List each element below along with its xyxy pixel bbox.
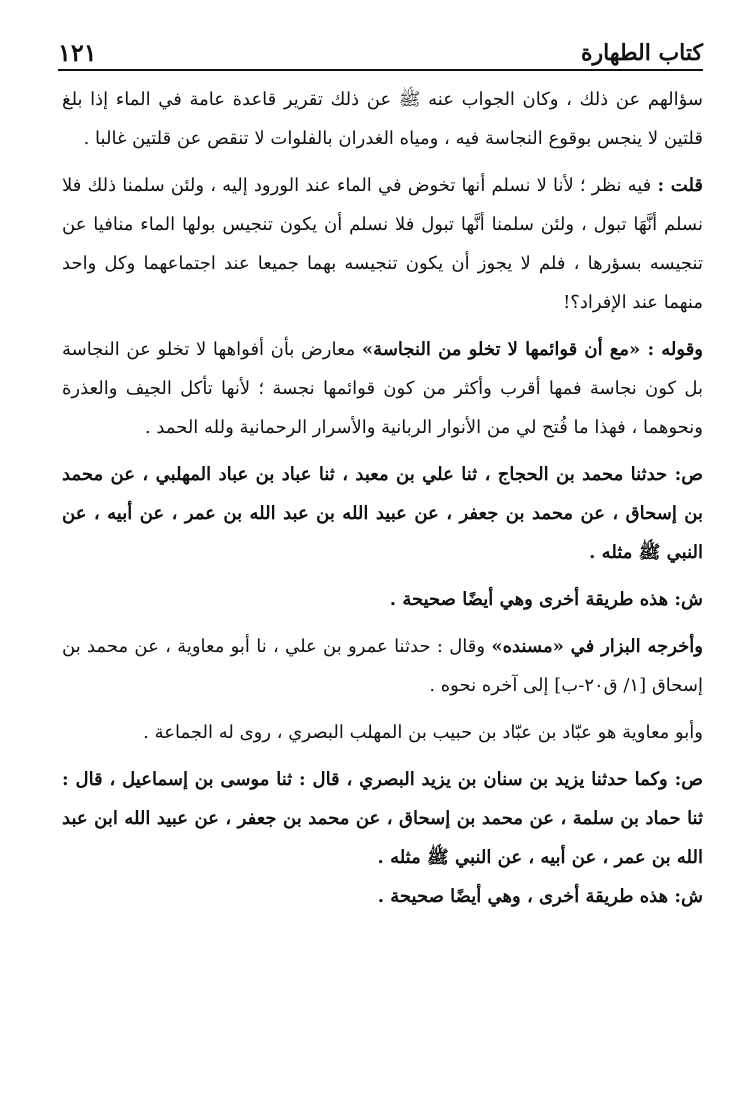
paragraph-text: ش: هذه طريقة أخرى وهي أيضًا صحيحة . [389, 589, 703, 610]
paragraph-lead: قلت : [657, 175, 704, 196]
paragraph-text: معارض بأن أفواهها لا تخلو عن النجاسة بل كون نجاسة فمها أقرب وأكثر من كون قوائمها نجسة ؛ لأنها تأكل الجيف والعذرة ونحوهما ، فهذا ما فُتح لي من الأنوار الربانية والأسرار الرحمانية ولله الحمد . [62, 339, 703, 438]
paragraph-qultu [62, 166, 703, 322]
paragraph-bazzar [62, 627, 703, 705]
paragraph-lead: وأخرجه البزار في «مسنده» [491, 636, 703, 657]
page-body [62, 80, 703, 1065]
paragraph-text: ش: هذه طريقة أخرى ، وهي أيضًا صحيحة . [377, 886, 703, 907]
paragraph-sad-hadith-2 [62, 760, 703, 877]
header-rule [58, 69, 703, 71]
paragraph-wa-qawluhu [62, 330, 703, 447]
paragraph-lead: وقوله : «مع أن قوائمها لا تخلو من النجاسة» [361, 339, 703, 360]
paragraph-shin-1 [62, 580, 703, 619]
paragraph-text: سؤالهم عن ذلك ، وكان الجواب عنه ﷺ عن ذلك تقرير قاعدة عامة في الماء إذا بلغ قلتين لا ينجس بوقوع النجاسة فيه ، ومياه الغدران بالفلوات لا تنقص عن قلتين غالبا . [62, 89, 703, 149]
paragraph-question-response [62, 80, 703, 158]
paragraph-text: وقال : حدثنا عمرو بن علي ، نا أبو معاوية ، عن محمد بن إسحاق [١/ ق٢٠-ب] إلى آخره نحوه . [62, 636, 703, 696]
paragraph-sad-hadith-1 [62, 455, 703, 572]
paragraph-shin-2 [62, 877, 703, 916]
paragraph-abu-muawiya [62, 713, 703, 752]
page-header [58, 28, 703, 68]
page-number: ١٢١ [58, 38, 97, 67]
running-title: كتاب الطهارة [580, 40, 703, 66]
paragraph-text: ص: وكما حدثنا يزيد بن سنان بن يزيد البصري ، قال : ثنا موسى بن إسماعيل ، قال : ثنا حماد بن سلمة ، عن محمد بن إسحاق ، عن محمد بن جعفر ، عن عبيد الله ابن عبد الله بن عمر ، عن أبيه ، عن النبي ﷺ مثله . [62, 769, 703, 868]
paragraph-text: وأبو معاوية هو عبّاد بن عبّاد بن حبيب بن المهلب البصري ، روى له الجماعة . [143, 722, 703, 743]
paragraph-text: فيه نظر ؛ لأنا لا نسلم أنها تخوض في الماء عند الورود إليه ، ولئن سلمنا ذلك فلا نسلم أنَّهَا تبول ، ولئن سلمنا أنَّها تبول فلا نسلم أن يكون تنجيس بولها الماء منافيا عن تنجيسه بسؤرها ، فلم لا يجوز أن يكون تنجيسه بهما جميعا عند اجتماعهما وكل واحد منهما عند الإفراد؟! [62, 175, 703, 313]
paragraph-text: ص: حدثنا محمد بن الحجاج ، ثنا علي بن معبد ، ثنا عباد بن عباد المهلبي ، عن محمد بن إسحاق ، عن محمد بن جعفر ، عن عبيد الله بن عبد الله بن عمر ، عن أبيه ، عن النبي ﷺ مثله . [62, 464, 703, 563]
